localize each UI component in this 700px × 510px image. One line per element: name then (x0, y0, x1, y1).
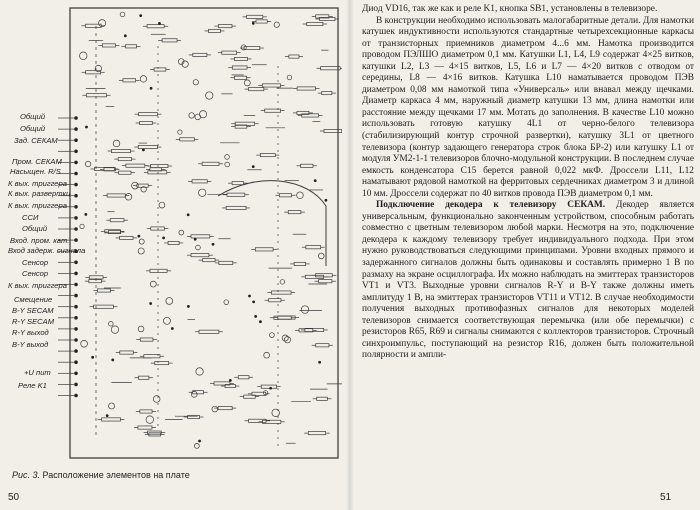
left-page (0, 0, 346, 510)
connector-label: Пром. СЕКАМ (12, 157, 62, 166)
connector-label: R-Y выход (12, 328, 49, 337)
caption-prefix: Рис. 3. (12, 470, 41, 480)
paragraph: Диод VD16, так же как и реле K1, кнопка SB1, установлены в телевизоре. (362, 4, 658, 14)
connector-label: Смещение (14, 295, 53, 304)
figure-caption (12, 470, 342, 480)
connector-label: Вход задерж. сигнала (8, 246, 86, 255)
connector-label: +U пит (24, 368, 51, 377)
paragraph: В конструкции необходимо использовать малогабаритные детали. Для намотки катушек индуктивности используются стандартные четырехсекционные каркасы от транзисторных приемников диаметром 4...6 мм. Намотка производится проводом ПЭЛШО диаметром 0,1 мм. Катушки L1, L4, L9 содержат 4×25 витков, катушки L2, L3 — 4×15 витков, L5, L6 и L7 — 4×20 витков с отводом от середины, L8 — 4×16 витков. Катушка L10 наматывается проводом ПЭВ диаметром 0,08 мм намоткой типа «Универсаль» или внавал между щечками. Диаметр каркаса 4 мм, наружный диаметр катушки 13 мм, длина намотки или расстояние между щечками 17 мм. Мотать до заполнения. В качестве L10 можно использовать готовую катушку 4L1 от черно-белого телевизора (стабилизирующий контур строчной развертки), катушку 3L1 от цветного телевизора (контур задающего генератора строк блока БР-2) или катушку L1 от модуля УМ2-1-1 телевизоров блочно-модульной конструкции. В последнем случае емкость конденсатора C15 берется равной 0,022 мкФ. Дроссели L11, L12 наматывают рядовой намоткой на ферритовых сердечниках диаметром 3 и длиной 10 мм. Дроссели содержат по 40 витков провода ПЭВ диаметром 0,1 мм. (362, 15, 694, 199)
right-page (362, 4, 694, 490)
page-number-right: 51 (660, 492, 672, 503)
connector-label: Насыщен. R/S (10, 167, 61, 176)
connector-label: Сенсор (22, 258, 49, 267)
connector-label: Общий (20, 112, 46, 121)
page-number-left: 50 (8, 492, 20, 503)
pcb-layout-figure (8, 6, 342, 464)
connector-label: Зад. СЕКАМ (14, 136, 58, 145)
connector-label: B-Y SECAM (12, 306, 54, 315)
book-gutter (346, 0, 354, 510)
paragraph-body: Декодер является универсальным, функционально законченным устройством, способным работать совместно с цветным телевизором любой марки. Несмотря на это, подключение декодера к каждому телевизору требует индивидуального подхода. При этом нужно руководствоваться следующими принципами. Уровни входных прямого и задержанного сигналов должны быть одинаковы и составлять примерно 1 В по размаху на экране осциллографа. Их можно наблюдать на эмиттерах транзисторов VT1 и VT3. Выходные уровни сигналов R-Y и B-Y также должны иметь амплитуду 1 В, на эмиттерах транзисторов VT11 и VT12. В случае необходимости получения выходных противофазных сигналов для некоторых моделей телевизоров снимается соответствующая перемычка (или обе перемычки) с резисторов R65, R69 и сигналы снимаются с коллекторов транзисторов. Строчный синхроимпульс, поступающий на резистор R16, должен быть положительной полярности и ампли- (362, 200, 695, 361)
section-lead: Подключение декодера к телевизору СЕКАМ. (376, 200, 606, 211)
pcb-layout-drawing (8, 6, 342, 464)
connector-label: B-Y выход (12, 340, 49, 349)
connector-label: Вход. пром. кат. (10, 236, 70, 245)
connector-label: R-Y SECAM (12, 317, 55, 326)
connector-label: К вых. триггера (8, 201, 67, 210)
connector-label: К вых. триггера (8, 179, 67, 188)
connector-label: Сенсор (22, 269, 49, 278)
paragraph-with-lead (362, 200, 694, 362)
caption-text: Расположение элементов на плате (42, 470, 190, 480)
connector-label: К вых. триггера (8, 281, 67, 290)
connector-label: К вых. развертки (8, 189, 71, 198)
connector-label: Общий (20, 124, 46, 133)
connector-label: Реле K1 (18, 381, 47, 390)
connector-label: ССИ (22, 213, 39, 222)
connector-label: Общий (22, 224, 48, 233)
